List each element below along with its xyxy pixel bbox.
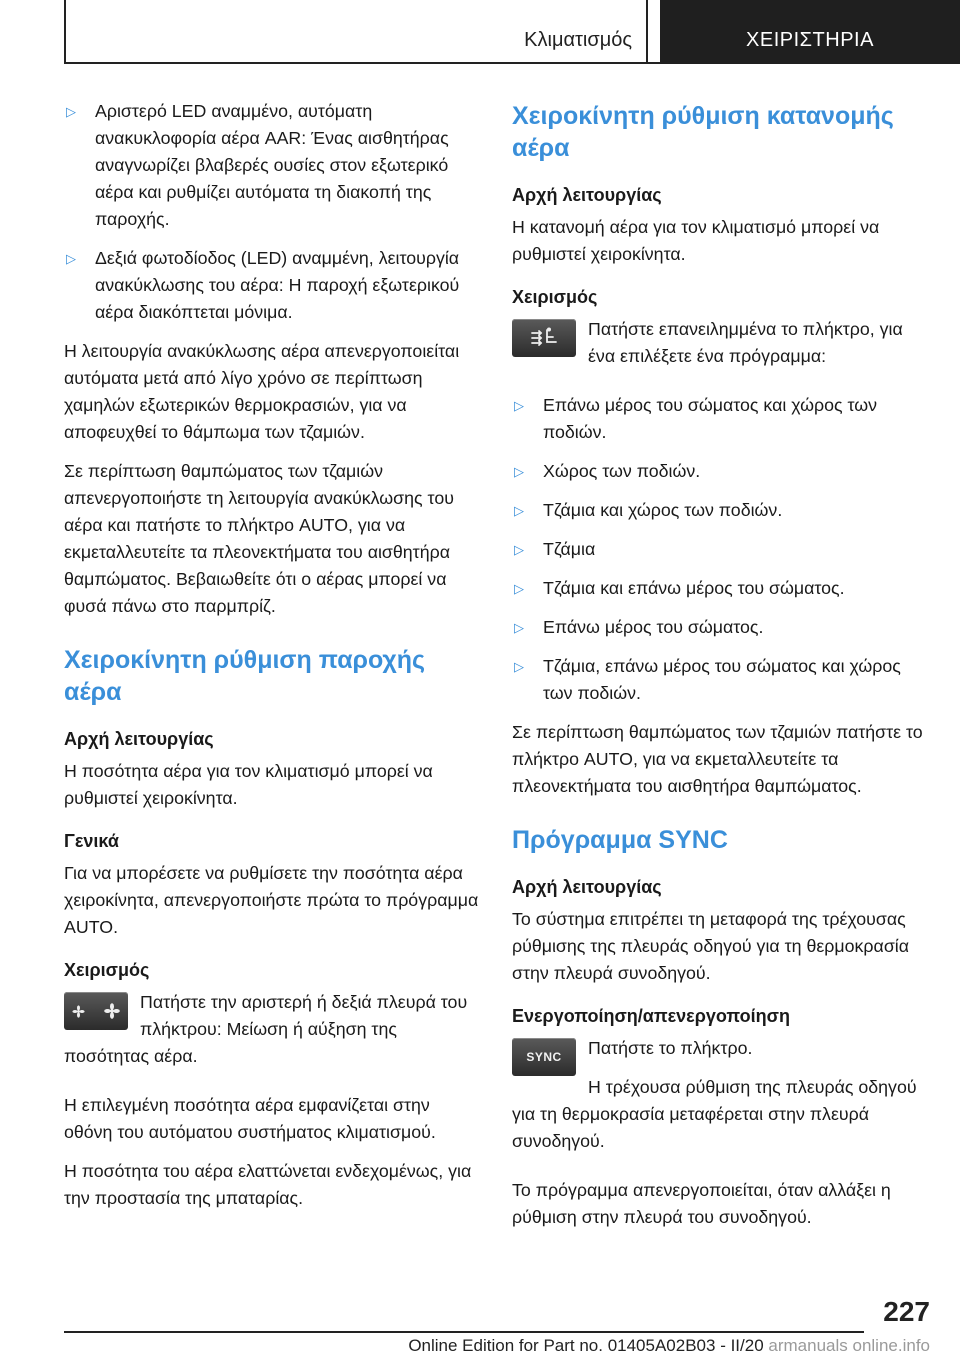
left-column	[64, 98, 482, 1224]
list-item	[512, 458, 930, 485]
paragraph: Η επιλεγμένη ποσότητα αέρα εμφανίζεται στην οθόνη του αυτόματου συστήματος κλιματισμού.	[64, 1095, 436, 1142]
program-text: Χώρος των ποδιών.	[543, 461, 701, 481]
edition-text: Online Edition for Part no. 01405A02B03 - II/20	[408, 1336, 764, 1355]
triangle-right-icon: ▷	[514, 398, 524, 413]
triangle-right-icon: ▷	[514, 542, 524, 557]
right-column	[512, 98, 930, 1243]
subheading: Αρχή λειτουργίας	[512, 185, 662, 205]
list-item	[512, 497, 930, 524]
subheading: Ενεργοποίηση/απενεργοποίηση	[512, 1006, 790, 1026]
triangle-right-icon: ▷	[66, 104, 76, 119]
paragraph: Η ποσότητα του αέρα ελαττώνεται ενδεχομένως, για την προστασία της μπαταρίας.	[64, 1161, 472, 1208]
paragraph: Σε περίπτωση θαμπώματος των τζαμιών πατήστε το πλήκτρο AUTO, για να εκμεταλλευτείτε τα πλεονεκτήματα του αισθητήρα θαμπώματος.	[512, 722, 923, 796]
operation-row	[64, 989, 482, 1082]
paragraph: Το σύστημα επιτρέπει τη μεταφορά της τρέχουσας ρύθμισης της πλευράς οδηγού για τη θερμοκρασία στην πλευρά συνοδηγού.	[512, 909, 910, 983]
program-text: Τζάμια και επάνω μέρος του σώματος.	[543, 578, 845, 598]
paragraph: Η ποσότητα αέρα για τον κλιματισμό μπορεί να ρυθμιστεί χειροκίνητα.	[64, 761, 433, 808]
subheading: Χειρισμός	[512, 287, 598, 307]
program-text: Τζάμια	[543, 539, 596, 559]
list-item	[512, 392, 930, 446]
watermark-text: armanuals online.info	[768, 1336, 930, 1355]
operation-row	[512, 316, 930, 382]
header-section-title: Κλιματισμός	[66, 0, 648, 62]
page-number: 227	[883, 1296, 930, 1327]
subheading: Αρχή λειτουργίας	[512, 877, 662, 897]
triangle-right-icon: ▷	[514, 620, 524, 635]
list-item	[64, 245, 482, 326]
triangle-right-icon: ▷	[66, 251, 76, 266]
bullet-text: Δεξιά φωτοδίοδος (LED) αναμμένη, λειτουργία ανακύκλωσης του αέρα: Η παροχή εξωτερικού αέρα διακόπτεται μόνιμα.	[95, 248, 460, 322]
subheading: Χειρισμός	[64, 960, 150, 980]
triangle-right-icon: ▷	[514, 659, 524, 674]
operation-row	[512, 1035, 930, 1167]
program-text: Τζάμια, επάνω μέρος του σώματος και χώρος των ποδιών.	[543, 656, 901, 703]
paragraph: Σε περίπτωση θαμπώματος των τζαμιών απενεργοποιήστε τη λειτουργία ανακύκλωσης του αέρα και πατήστε το πλήκτρο AUTO, για να εκμεταλλευτείτε τα πλεονεκτήματα του αισθητήρα θαμπώματος. Βεβαιωθείτε ότι ο αέρας μπορεί να φυσά πάνω στο παρμπρίζ.	[64, 461, 454, 616]
program-text: Τζάμια και χώρος των ποδιών.	[543, 500, 783, 520]
program-text: Επάνω μέρος του σώματος.	[543, 617, 764, 637]
sync-button-icon: SYNC	[512, 1038, 576, 1076]
program-text: Επάνω μέρος του σώματος και χώρος των ποδιών.	[543, 395, 878, 442]
list-item	[512, 536, 930, 563]
operation-text: Η τρέχουσα ρύθμιση της πλευράς οδηγού για τη θερμοκρασία μεταφέρεται στην πλευρά συνοδηγού.	[512, 1077, 917, 1151]
operation-text: Πατήστε επανειλημμένα το πλήκτρο, για ένα επιλέξετε ένα πρόγραμμα:	[588, 319, 903, 366]
seat-airflow-icon	[529, 327, 559, 349]
section-heading: Πρόγραμμα SYNC	[512, 826, 728, 854]
footer-rule	[64, 1331, 864, 1333]
list-item	[64, 98, 482, 233]
air-distribution-button-icon	[512, 319, 576, 357]
subheading: Αρχή λειτουργίας	[64, 729, 214, 749]
triangle-right-icon: ▷	[514, 503, 524, 518]
section-heading: Χειροκίνητη ρύθμιση παροχής αέρα	[64, 646, 426, 706]
paragraph: Για να μπορέσετε να ρυθμίσετε την ποσότητα αέρα χειροκίνητα, απενεργοποιήστε πρώτα το πρόγραμμα AUTO.	[64, 863, 479, 937]
operation-text: Πατήστε το πλήκτρο.	[588, 1038, 753, 1058]
paragraph: Η λειτουργία ανακύκλωσης αέρα απενεργοποιείται αυτόματα μετά από λίγο χρόνο σε περίπτωση χαμηλών εξωτερικών θερμοκρασιών, για να αποφευχθεί το θάμπωμα των τζαμιών.	[64, 341, 460, 442]
subheading: Γενικά	[64, 831, 119, 851]
paragraph: Το πρόγραμμα απενεργοποιείται, όταν αλλάξει η ρύθμιση στην πλευρά του συνοδηγού.	[512, 1180, 891, 1227]
fan-small-icon	[72, 1005, 85, 1018]
triangle-right-icon: ▷	[514, 464, 524, 479]
list-item	[512, 653, 930, 707]
list-item	[512, 575, 930, 602]
footer-text	[290, 1334, 930, 1358]
list-item	[512, 614, 930, 641]
fan-large-icon	[104, 1003, 120, 1019]
fan-speed-button-icon	[64, 992, 128, 1030]
header-chapter-tab: ΧΕΙΡΙΣΤΗΡΙΑ	[660, 0, 960, 64]
bullet-text: Αριστερό LED αναμμένο, αυτόματη ανακυκλοφορία αέρα AAR: Ένας αισθητήρας αναγνωρίζει βλαβερές ουσίες στον εξωτερικό αέρα και ρυθμίζει αυτόματα τη διακοπή της παροχής.	[95, 101, 449, 229]
paragraph: Η κατανομή αέρα για τον κλιματισμό μπορεί να ρυθμιστεί χειροκίνητα.	[512, 217, 880, 264]
triangle-right-icon: ▷	[514, 581, 524, 596]
operation-text: Πατήστε την αριστερή ή δεξιά πλευρά του πλήκτρου: Μείωση ή αύξηση της ποσότητας αέρα.	[64, 992, 468, 1066]
section-heading: Χειροκίνητη ρύθμιση κατανομής αέρα	[512, 102, 894, 162]
